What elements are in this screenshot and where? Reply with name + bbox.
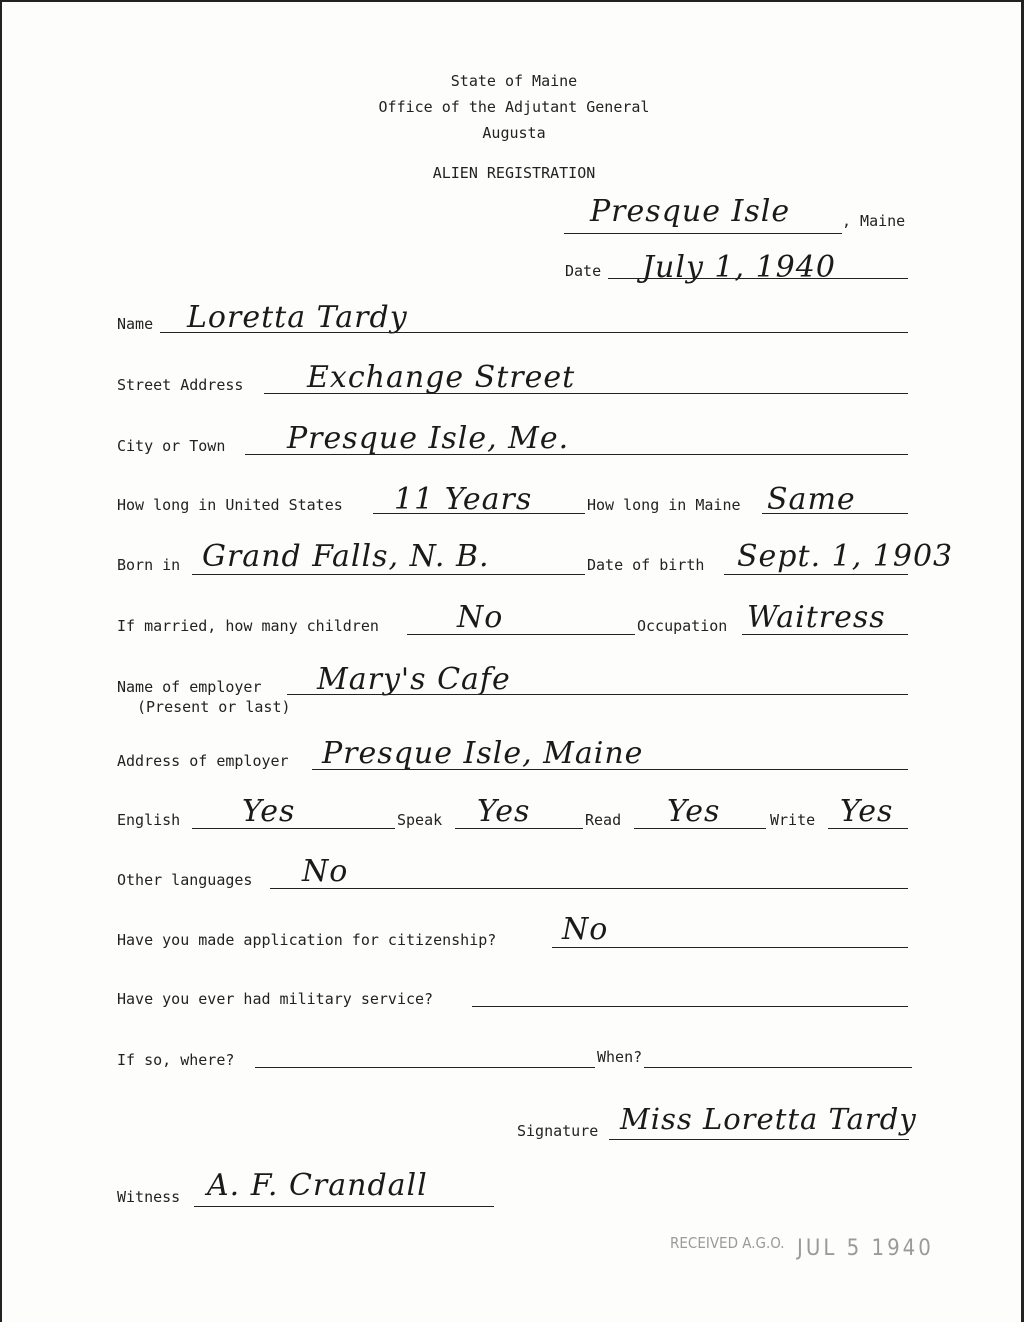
header-office: Office of the Adjutant General: [378, 98, 650, 116]
when-label: When?: [597, 1048, 643, 1066]
city-value: Presque Isle, Me.: [287, 421, 570, 456]
employer-address-line: [312, 769, 908, 770]
military-line: [472, 1006, 908, 1007]
occupation-label: Occupation: [637, 617, 728, 635]
location-town: Presque Isle: [590, 194, 791, 229]
speak-line: [455, 828, 583, 829]
employer-label: Name of employer: [117, 678, 262, 696]
when-line: [644, 1067, 912, 1068]
name-line: [160, 332, 908, 333]
born-line: [192, 574, 585, 575]
header-state: State of Maine: [450, 72, 578, 90]
street-value: Exchange Street: [307, 360, 576, 395]
english-label: English: [117, 811, 181, 829]
children-label: If married, how many children: [117, 617, 379, 635]
name-value: Loretta Tardy: [187, 300, 408, 335]
other-languages-label: Other languages: [117, 871, 253, 889]
birth-date-label: Date of birth: [587, 556, 705, 574]
where-line: [255, 1067, 595, 1068]
name-label: Name: [117, 315, 154, 333]
years-maine-line: [762, 513, 908, 514]
city-line: [245, 454, 908, 455]
street-label: Street Address: [117, 376, 244, 394]
born-value: Grand Falls, N. B.: [202, 539, 490, 574]
write-label: Write: [770, 811, 816, 829]
employer-address-value: Presque Isle, Maine: [322, 736, 644, 771]
date-label: Date: [565, 262, 602, 280]
birth-date-value: Sept. 1, 1903: [737, 539, 954, 574]
signature-value: Miss Loretta Tardy: [620, 1102, 917, 1136]
citizenship-line: [552, 947, 908, 948]
born-label: Born in: [117, 556, 181, 574]
read-value: Yes: [667, 794, 721, 829]
english-line: [192, 828, 395, 829]
years-maine-label: How long in Maine: [587, 496, 741, 514]
years-us-value: 11 Years: [394, 482, 533, 517]
witness-value: A. F. Crandall: [207, 1168, 428, 1203]
location-line: [564, 233, 842, 234]
read-label: Read: [585, 811, 622, 829]
children-line: [407, 634, 635, 635]
form-title: ALIEN REGISTRATION: [432, 164, 596, 182]
citizenship-label: Have you made application for citizenship?: [117, 931, 497, 949]
write-line: [828, 828, 908, 829]
employer-sublabel: (Present or last): [137, 698, 291, 716]
received-stamp-date: JUL 5 1940: [797, 1236, 934, 1261]
header-city: Augusta: [482, 124, 546, 142]
location-suffix: , Maine: [842, 212, 906, 230]
where-label: If so, where?: [117, 1051, 235, 1069]
read-line: [634, 828, 766, 829]
city-label: City or Town: [117, 437, 226, 455]
date-value: July 1, 1940: [642, 250, 836, 285]
speak-label: Speak: [397, 811, 443, 829]
employer-value: Mary's Cafe: [317, 662, 511, 697]
children-value: No: [457, 600, 504, 635]
years-us-line: [373, 513, 585, 514]
date-line: [608, 278, 908, 279]
years-us-label: How long in United States: [117, 496, 343, 514]
signature-line: [609, 1139, 909, 1140]
other-languages-value: No: [302, 854, 349, 889]
birth-date-line: [724, 574, 908, 575]
military-label: Have you ever had military service?: [117, 990, 434, 1008]
witness-line: [194, 1206, 494, 1207]
witness-label: Witness: [117, 1188, 181, 1206]
occupation-value: Waitress: [747, 600, 886, 635]
speak-value: Yes: [477, 794, 531, 829]
employer-line: [287, 694, 908, 695]
write-value: Yes: [840, 794, 894, 829]
years-maine-value: Same: [767, 482, 856, 517]
other-languages-line: [270, 888, 908, 889]
occupation-line: [742, 634, 908, 635]
citizenship-value: No: [562, 912, 609, 947]
employer-address-label: Address of employer: [117, 752, 289, 770]
received-stamp-text: RECEIVED A.G.O.: [670, 1234, 785, 1252]
signature-label: Signature: [517, 1122, 599, 1140]
street-line: [264, 393, 908, 394]
english-value: Yes: [242, 794, 296, 829]
